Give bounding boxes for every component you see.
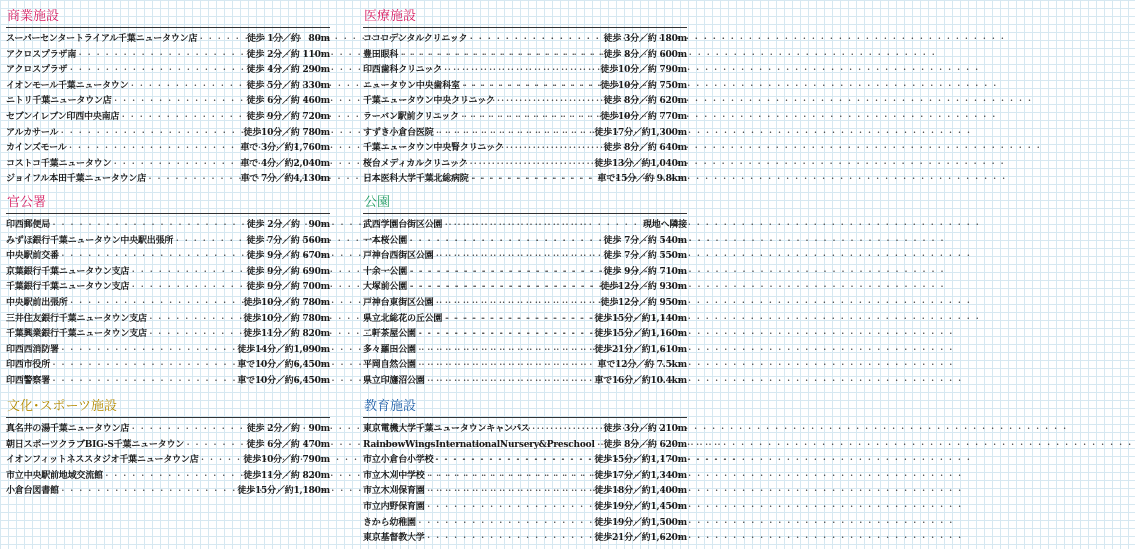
facility-name: 二軒茶屋公園 bbox=[363, 329, 416, 340]
leader-dots bbox=[129, 279, 246, 295]
facility-name: 印西歯科クリニック bbox=[363, 65, 442, 76]
leader-dots bbox=[147, 326, 244, 342]
leader-dots bbox=[434, 125, 595, 141]
facility-row bbox=[363, 248, 687, 264]
facility-row bbox=[363, 78, 687, 94]
leader-dots bbox=[59, 483, 238, 499]
leader-dots bbox=[469, 171, 598, 187]
leader-dots bbox=[50, 373, 237, 389]
facility-name: 十余一公園 bbox=[363, 266, 408, 277]
leader-dots bbox=[460, 78, 601, 94]
facility-name: 千葉興業銀行千葉ニュータウン支店 bbox=[6, 329, 147, 340]
facility-distance: 徒歩19分／約1,450m bbox=[594, 501, 687, 512]
leader-dots bbox=[50, 217, 247, 233]
leader-dots bbox=[146, 171, 240, 187]
leader-dots bbox=[425, 530, 595, 546]
facility-distance: 徒歩15分／約1,170m bbox=[594, 455, 687, 466]
facility-row bbox=[6, 156, 330, 172]
section-government bbox=[6, 194, 330, 389]
facility-distance: 徒歩12分／約 950m bbox=[600, 297, 687, 308]
facility-row bbox=[363, 311, 687, 327]
leader-dots bbox=[111, 156, 240, 172]
leader-dots bbox=[119, 109, 246, 125]
facility-name: 日本医科大学千葉北総病院 bbox=[363, 174, 469, 185]
facility-name: イオンフィットネススタジオ千葉ニュータウン店 bbox=[6, 455, 199, 466]
leader-dots bbox=[407, 279, 600, 295]
facility-name: RainbowWingsInternationalNursery&Preschool bbox=[363, 439, 595, 450]
leader-dots bbox=[595, 437, 604, 453]
facility-name: 三井住友銀行千葉ニュータウン支店 bbox=[6, 313, 147, 324]
facility-name: 戸神台東街区公園 bbox=[363, 297, 434, 308]
facility-row bbox=[363, 342, 687, 358]
facility-distance: 車で16分／約10.4km bbox=[594, 375, 687, 386]
leader-dots bbox=[433, 452, 594, 468]
facility-name: 市立木刈保育園 bbox=[363, 486, 425, 497]
facility-row bbox=[6, 248, 330, 264]
facility-distance: 徒歩10分／約 790m bbox=[243, 455, 330, 466]
facility-row bbox=[6, 373, 330, 389]
leader-dots bbox=[398, 47, 603, 63]
facility-row bbox=[363, 140, 687, 156]
leader-dots bbox=[425, 373, 595, 389]
facility-name: 東京電機大学千葉ニュータウンキャンパス bbox=[363, 424, 530, 434]
section-title: 文化･スポーツ施設 bbox=[6, 398, 330, 418]
facility-distance: 徒歩12分／約 930m bbox=[600, 282, 687, 293]
facility-row bbox=[363, 530, 687, 546]
leader-dots bbox=[425, 483, 595, 499]
facility-row bbox=[363, 31, 687, 47]
leader-dots bbox=[425, 499, 595, 515]
facility-distance: 現地へ隣接 bbox=[642, 220, 687, 230]
facility-name: みずほ銀行千葉ニュータウン中央駅出張所 bbox=[6, 235, 174, 246]
leader-dots bbox=[67, 62, 246, 78]
facility-distance: 徒歩15分／約1,180m bbox=[237, 486, 330, 497]
facility-distance: 徒歩19分／約1,500m bbox=[594, 517, 687, 528]
facility-name: 県立北総花の丘公園 bbox=[363, 313, 443, 324]
facility-distance: 徒歩 9分／約 710m bbox=[603, 266, 687, 277]
facility-name: 印西郵便局 bbox=[6, 220, 51, 230]
facility-name: 中央駅前交番 bbox=[6, 251, 59, 262]
facility-row bbox=[363, 109, 687, 125]
facility-distance: 徒歩13分／約1,040m bbox=[594, 158, 687, 169]
facility-distance: 徒歩 6分／約 470m bbox=[246, 439, 330, 450]
facility-distance: 車で 4分／約2,040m bbox=[240, 158, 330, 169]
facility-row bbox=[6, 93, 330, 109]
facility-name: 京葉銀行千葉ニュータウン支店 bbox=[6, 266, 130, 277]
leader-dots bbox=[76, 47, 246, 63]
facility-name: 小倉台図書館 bbox=[6, 486, 59, 497]
leader-dots bbox=[407, 233, 604, 249]
leader-dots bbox=[197, 31, 246, 47]
facility-name: アクロスプラザ南 bbox=[6, 49, 77, 60]
facility-distance: 徒歩 8分／約 620m bbox=[603, 96, 687, 107]
facility-row bbox=[6, 342, 330, 358]
facility-distance: 徒歩17分／約1,300m bbox=[594, 127, 687, 138]
facility-name: カインズモール bbox=[6, 143, 67, 154]
facility-row bbox=[6, 295, 330, 311]
facility-row bbox=[363, 421, 687, 437]
facility-row bbox=[6, 421, 330, 437]
facility-row bbox=[6, 452, 330, 468]
facility-name: すずき小倉台医院 bbox=[363, 127, 434, 138]
leader-dots bbox=[173, 233, 246, 249]
section-education bbox=[363, 398, 687, 546]
facility-distance: 車で15分／約 9.8km bbox=[597, 174, 687, 185]
facility-row bbox=[363, 483, 687, 499]
section-title: 官公署 bbox=[6, 194, 330, 214]
leader-dots bbox=[59, 248, 247, 264]
facility-distance: 徒歩 1分／約 80m bbox=[246, 34, 330, 44]
leader-dots bbox=[67, 140, 241, 156]
leader-dots bbox=[50, 357, 237, 373]
facility-row bbox=[6, 140, 330, 156]
facility-name: 印西西消防署 bbox=[6, 344, 59, 355]
facility-distance: 車で 7分／約4,130m bbox=[240, 174, 330, 185]
facility-distance: 徒歩 5分／約 330m bbox=[246, 80, 330, 91]
leader-dots bbox=[467, 156, 594, 172]
leader-dots bbox=[129, 264, 246, 280]
facility-name: 千葉銀行千葉ニュータウン支店 bbox=[6, 282, 130, 293]
facility-row bbox=[6, 171, 330, 187]
facility-distance: 徒歩10分／約 780m bbox=[243, 127, 330, 138]
facility-name: 市立小倉台小学校 bbox=[363, 455, 434, 466]
facility-row bbox=[363, 279, 687, 295]
leader-dots bbox=[184, 437, 246, 453]
leader-dots bbox=[112, 93, 247, 109]
facility-row bbox=[6, 279, 330, 295]
facility-row bbox=[6, 326, 330, 342]
facility-name: 大塚前公園 bbox=[363, 282, 408, 293]
facility-name: 印西市役所 bbox=[6, 360, 51, 371]
facility-row bbox=[363, 264, 687, 280]
facility-row bbox=[363, 452, 687, 468]
section-commerce bbox=[6, 8, 330, 187]
section-title: 医療施設 bbox=[363, 8, 687, 28]
leader-dots bbox=[442, 217, 643, 233]
facility-name: 千葉ニュータウン中央クリニック bbox=[363, 96, 495, 107]
facility-name: 中央駅前出張所 bbox=[6, 297, 68, 308]
leader-dots bbox=[103, 468, 244, 484]
facility-distance: 徒歩11分／約 820m bbox=[243, 470, 330, 481]
facility-name: きから幼稚園 bbox=[363, 517, 416, 528]
facility-row bbox=[6, 125, 330, 141]
leader-dots bbox=[58, 125, 243, 141]
facility-name: セブンイレブン印西中央南店 bbox=[6, 111, 120, 122]
facility-distance: 徒歩 9分／約 720m bbox=[246, 111, 330, 122]
facility-row bbox=[363, 125, 687, 141]
leader-dots bbox=[199, 452, 244, 468]
leader-dots bbox=[494, 93, 603, 109]
facility-distance: 徒歩10分／約 750m bbox=[600, 80, 687, 91]
facility-name: 多々羅田公園 bbox=[363, 344, 416, 355]
facility-row bbox=[6, 78, 330, 94]
facility-row bbox=[363, 357, 687, 373]
facility-name: 武西学園台街区公園 bbox=[363, 220, 443, 230]
facility-distance: 徒歩 9分／約 690m bbox=[246, 266, 330, 277]
facility-name: コストコ千葉ニュータウン bbox=[6, 158, 112, 169]
facility-name: ココロデンタルクリニック bbox=[363, 34, 468, 44]
facility-row bbox=[6, 264, 330, 280]
facility-name: 豊田眼科 bbox=[363, 49, 399, 60]
facility-name: ニトリ千葉ニュータウン店 bbox=[6, 96, 112, 107]
facility-row bbox=[363, 499, 687, 515]
leader-dots bbox=[467, 31, 603, 47]
facility-name: 市立木刈中学校 bbox=[363, 470, 425, 481]
facility-row bbox=[6, 109, 330, 125]
facility-row bbox=[363, 326, 687, 342]
facility-distance: 車で10分／約6,450m bbox=[237, 375, 330, 386]
section-title: 商業施設 bbox=[6, 8, 330, 28]
leader-dots bbox=[128, 78, 246, 94]
leader-dots bbox=[433, 248, 603, 264]
facility-distance: 車で10分／約6,450m bbox=[237, 360, 330, 371]
facility-name: 千葉ニュータウン中央腎クリニック bbox=[363, 143, 504, 154]
facility-distance: 徒歩 2分／約 90m bbox=[246, 220, 330, 230]
facility-name: 印西警察署 bbox=[6, 375, 51, 386]
leader-dots bbox=[503, 140, 603, 156]
facility-name: 平岡自然公園 bbox=[363, 360, 416, 371]
facility-row bbox=[6, 233, 330, 249]
facility-distance: 徒歩 6分／約 460m bbox=[246, 96, 330, 107]
facility-name: ジョイフル本田千葉ニュータウン店 bbox=[6, 174, 146, 185]
section-title: 公園 bbox=[363, 194, 687, 214]
facility-name: ニュータウン中央歯科室 bbox=[363, 80, 460, 91]
facility-row bbox=[363, 62, 687, 78]
facility-name: 市立内野保育園 bbox=[363, 501, 425, 512]
facility-distance: 徒歩 8分／約 640m bbox=[603, 143, 687, 154]
facility-distance: 徒歩17分／約1,340m bbox=[594, 470, 687, 481]
facility-distance: 車で12分／約 7.5km bbox=[597, 360, 687, 371]
leader-dots bbox=[416, 326, 595, 342]
facility-row bbox=[6, 217, 330, 233]
facility-row bbox=[363, 295, 687, 311]
facility-distance: 徒歩14分／約1,090m bbox=[237, 344, 330, 355]
section-title: 教育施設 bbox=[363, 398, 687, 418]
facility-row bbox=[363, 515, 687, 531]
leader-dots bbox=[416, 342, 595, 358]
facility-row bbox=[363, 437, 687, 453]
facility-distance: 徒歩21分／約1,610m bbox=[594, 344, 687, 355]
facility-row bbox=[363, 171, 687, 187]
facility-distance: 徒歩 7分／約 540m bbox=[603, 235, 687, 246]
facility-name: 朝日スポーツクラブBIG-S千葉ニュータウン bbox=[6, 439, 185, 450]
facility-distance: 徒歩 2分／約 90m bbox=[246, 424, 330, 434]
facility-row bbox=[363, 233, 687, 249]
facility-distance: 徒歩10分／約 790m bbox=[600, 65, 687, 76]
facility-distance: 徒歩 9分／約 700m bbox=[246, 282, 330, 293]
facility-name: 県立印旛沼公園 bbox=[363, 375, 425, 386]
facility-row bbox=[6, 483, 330, 499]
leader-dots bbox=[416, 515, 595, 531]
facility-name: 東京基督教大学 bbox=[363, 533, 425, 544]
leader-dots bbox=[416, 357, 598, 373]
facility-distance: 徒歩21分／約1,620m bbox=[594, 533, 687, 544]
facility-name: 市立中央駅前地域交流館 bbox=[6, 470, 103, 481]
facility-name: スーパーセンタートライアル千葉ニュータウン店 bbox=[6, 34, 198, 44]
facility-row bbox=[363, 217, 687, 233]
leader-dots bbox=[147, 311, 244, 327]
leader-dots bbox=[433, 295, 600, 311]
facility-distance: 徒歩 8分／約 600m bbox=[603, 49, 687, 60]
facility-row bbox=[6, 311, 330, 327]
facility-distance: 徒歩11分／約 820m bbox=[243, 329, 330, 340]
facility-name: 桜台メディカルクリニック bbox=[363, 158, 468, 169]
facility-name: 一本桜公園 bbox=[363, 235, 408, 246]
facility-distance: 徒歩 9分／約 670m bbox=[246, 251, 330, 262]
facility-distance: 徒歩 8分／約 620m bbox=[603, 439, 687, 450]
section-medical bbox=[363, 8, 687, 187]
leader-dots bbox=[442, 311, 594, 327]
facility-row bbox=[363, 468, 687, 484]
facility-distance: 徒歩15分／約1,160m bbox=[594, 329, 687, 340]
facility-row bbox=[6, 62, 330, 78]
facility-name: イオンモール千葉ニュータウン bbox=[6, 80, 129, 91]
section-parks bbox=[363, 194, 687, 389]
facility-name: アルカサール bbox=[6, 127, 59, 138]
facility-row bbox=[363, 156, 687, 172]
facility-row bbox=[6, 357, 330, 373]
facility-distance: 徒歩15分／約1,140m bbox=[594, 313, 687, 324]
facility-distance: 徒歩10分／約 770m bbox=[600, 111, 687, 122]
facility-distance: 徒歩 7分／約 560m bbox=[246, 235, 330, 246]
leader-dots bbox=[129, 421, 247, 437]
facility-name: 真名井の湯千葉ニュータウン店 bbox=[6, 424, 130, 434]
facility-row bbox=[6, 468, 330, 484]
leader-dots bbox=[425, 468, 595, 484]
facility-row bbox=[363, 93, 687, 109]
section-culture bbox=[6, 398, 330, 499]
facility-row bbox=[363, 373, 687, 389]
leader-dots bbox=[59, 342, 238, 358]
facility-distance: 徒歩 2分／約 110m bbox=[246, 49, 330, 60]
facility-row bbox=[6, 47, 330, 63]
leader-dots bbox=[530, 421, 604, 437]
leader-dots bbox=[459, 109, 601, 125]
facility-distance: 徒歩 4分／約 290m bbox=[246, 65, 330, 76]
facility-name: ラーバン駅前クリニック bbox=[363, 111, 459, 122]
facility-distance: 徒歩10分／約 780m bbox=[243, 297, 330, 308]
leader-dots bbox=[407, 264, 604, 280]
facility-distance: 車で 3分／約1,760m bbox=[240, 143, 330, 154]
facility-row bbox=[363, 47, 687, 63]
leader-dots bbox=[68, 295, 244, 311]
facility-name: アクロスプラザ bbox=[6, 65, 68, 76]
leader-dots bbox=[442, 62, 601, 78]
facility-row bbox=[6, 437, 330, 453]
facility-distance: 徒歩18分／約1,400m bbox=[594, 486, 687, 497]
facility-distance: 徒歩10分／約 780m bbox=[243, 313, 330, 324]
facility-row bbox=[6, 31, 330, 47]
facility-distance: 徒歩 3分／約 180m bbox=[603, 34, 687, 44]
facility-name: 戸神台西街区公園 bbox=[363, 251, 434, 262]
facility-distance: 徒歩 7分／約 550m bbox=[603, 251, 687, 262]
facility-distance: 徒歩 3分／約 210m bbox=[603, 424, 687, 434]
